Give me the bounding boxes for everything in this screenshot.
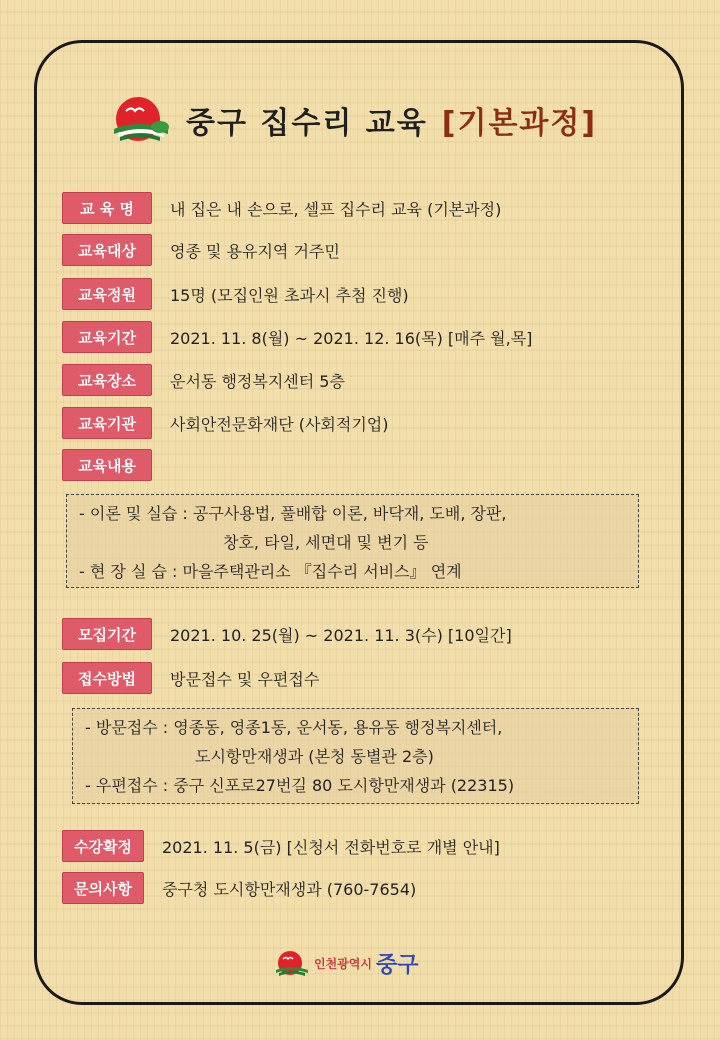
value-period: 2021. 11. 8(월) ~ 2021. 12. 16(목) [매주 월,목] — [170, 328, 533, 348]
apply-box — [72, 708, 639, 804]
page-title: 중구 집수리 교육 — [186, 106, 428, 141]
label-confirm: 수강확정 — [62, 830, 144, 862]
content-line-field: - 현 장 실 습 : 마을주택관리소 『집수리 서비스』 연계 — [79, 562, 462, 581]
apply-line-visit-cont: 도시항만재생과 (본청 동별관 2층) — [195, 747, 434, 766]
value-capacity: 15명 (모집인원 초과시 추첨 진행) — [170, 285, 409, 305]
info-row-period — [62, 321, 532, 353]
label-content: 교육내용 — [62, 449, 152, 481]
label-recruit-period: 모집기간 — [62, 618, 152, 650]
value-location: 운서동 행정복지센터 5층 — [170, 371, 345, 391]
content-box — [66, 494, 639, 588]
footer-district: 중구 — [375, 953, 419, 978]
value-confirm: 2021. 11. 5(금) [신청서 전화번호로 개별 안내] — [162, 837, 500, 857]
info-row-location — [62, 364, 345, 396]
value-inquiry: 중구청 도시항만재생과 (760-7654) — [162, 879, 417, 899]
label-target: 교육대상 — [62, 234, 152, 266]
value-course-name: 내 집은 내 손으로, 셀프 집수리 교육 (기본과정) — [170, 199, 502, 219]
junggu-small-logo-icon — [274, 949, 310, 979]
value-recruit-period: 2021. 10. 25(월) ~ 2021. 11. 3(수) [10일간] — [170, 625, 512, 645]
label-capacity: 교육정원 — [62, 278, 152, 310]
info-row-institution — [62, 407, 389, 439]
info-row-recruit-period — [62, 618, 512, 650]
label-inquiry: 문의사항 — [62, 872, 144, 904]
info-row-target — [62, 234, 340, 266]
header — [110, 92, 597, 148]
value-institution: 사회안전문화재단 (사회적기업) — [170, 414, 389, 434]
footer-city: 인천광역시 — [314, 957, 372, 971]
label-course-name: 교 육 명 — [62, 192, 152, 224]
info-row-apply-method — [62, 662, 319, 694]
info-row-content — [62, 449, 152, 481]
info-row-confirm — [62, 830, 500, 862]
apply-line-mail: - 우편접수 : 중구 신포로27번길 80 도시항만재생과 (22315) — [85, 776, 515, 795]
label-institution: 교육기관 — [62, 407, 152, 439]
value-apply-method: 방문접수 및 우편접수 — [170, 669, 320, 689]
label-period: 교육기간 — [62, 321, 152, 353]
footer-logo — [274, 948, 418, 979]
content-line-theory-cont: 창호, 타일, 세면대 및 변기 등 — [223, 533, 429, 552]
apply-line-visit: - 방문접수 : 영종동, 영종1동, 운서동, 용유동 행정복지센터, — [85, 718, 503, 737]
content-line-theory: - 이론 및 실습 : 공구사용법, 풀배합 이론, 바닥재, 도배, 장판, — [79, 504, 507, 523]
info-row-inquiry — [62, 872, 416, 904]
label-location: 교육장소 — [62, 364, 152, 396]
label-apply-method: 접수방법 — [62, 662, 152, 694]
info-row-course-name — [62, 192, 501, 224]
page-subtitle: [기본과정] — [441, 106, 598, 141]
value-target: 영종 및 용유지역 거주민 — [170, 241, 340, 261]
junggu-logo-icon — [110, 95, 172, 145]
info-row-capacity — [62, 278, 409, 310]
